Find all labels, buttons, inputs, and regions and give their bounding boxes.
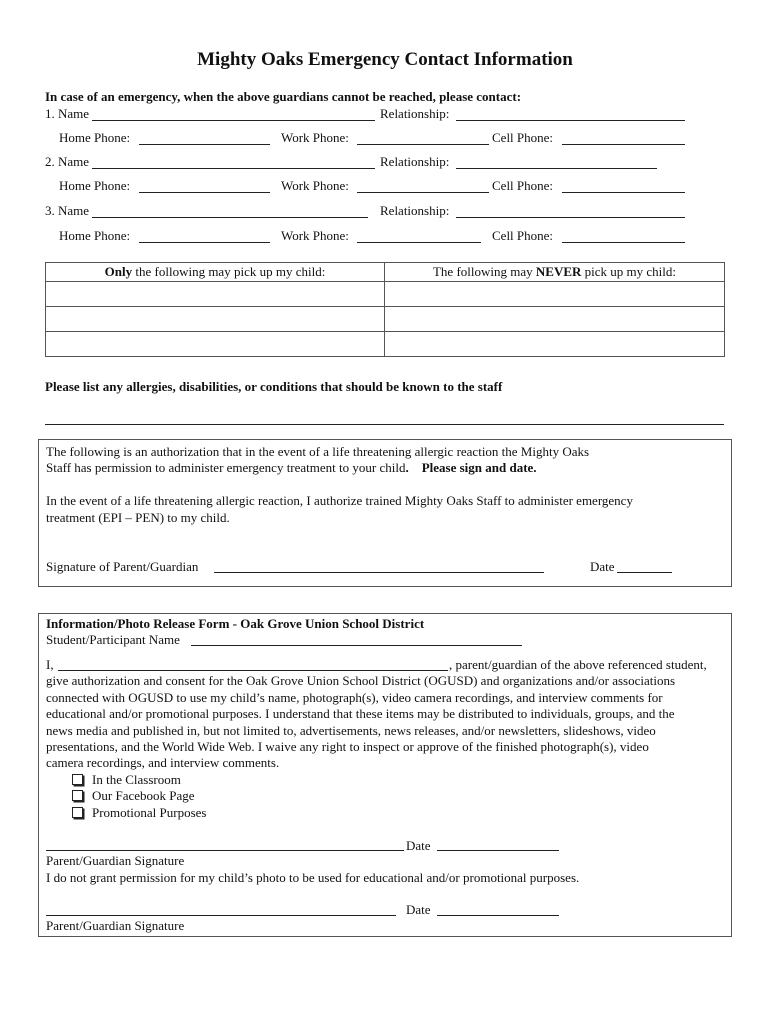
contact-3-cell-label: Cell Phone: xyxy=(492,228,554,243)
deny-date-label: Date xyxy=(406,902,431,917)
contact-1-home-label: Home Phone: xyxy=(59,130,131,145)
pickup-allowed-cell[interactable] xyxy=(46,332,385,357)
contact-2-name-field[interactable] xyxy=(92,168,375,169)
contact-1-cell-field[interactable] xyxy=(562,144,685,145)
pickup-never-cell[interactable] xyxy=(385,307,725,332)
release-date-field[interactable] xyxy=(437,850,559,851)
deny-signature-label: Parent/Guardian Signature xyxy=(46,918,185,933)
instruction-text: In case of an emergency, when the above guardians cannot be reached, please contact: xyxy=(45,89,522,104)
contact-3-name-label: 3. Name xyxy=(45,203,90,218)
contact-1-relationship-label: Relationship: xyxy=(380,106,450,121)
guardian-name-field[interactable] xyxy=(58,670,448,671)
release-text-line: presentations, and the World Wide Web. I waive any right to inspect or approve of the finished photograph(s), video xyxy=(46,739,649,754)
contact-3-cell-field[interactable] xyxy=(562,242,685,243)
pickup-allowed-cell[interactable] xyxy=(46,307,385,332)
option-promotional[interactable]: Promotional Purposes xyxy=(72,805,206,821)
contact-2-name-label: 2. Name xyxy=(45,154,90,169)
contact-3-work-field[interactable] xyxy=(357,242,481,243)
checkbox-icon[interactable] xyxy=(72,790,83,801)
contact-2-relationship-label: Relationship: xyxy=(380,154,450,169)
contact-1-work-label: Work Phone: xyxy=(281,130,349,145)
pickup-never-cell[interactable] xyxy=(385,282,725,307)
epi-text-line-2: Staff has permission to administer emergency treatment to your child. Please sign and date. xyxy=(46,460,537,475)
epi-date-label: Date xyxy=(590,559,615,574)
pickup-table xyxy=(45,262,725,357)
contact-2-home-label: Home Phone: xyxy=(59,178,131,193)
epi-authorize-line-2: treatment (EPI – PEN) to my child. xyxy=(46,510,230,525)
pickup-never-cell[interactable] xyxy=(385,332,725,357)
release-line-1-tail: , parent/guardian of the above referenced student, xyxy=(449,657,707,672)
release-date-label: Date xyxy=(406,838,431,853)
page-title: Mighty Oaks Emergency Contact Information xyxy=(197,49,573,70)
epi-text-line-1: The following is an authorization that in the event of a life threatening allergic reaction the Mighty Oaks xyxy=(46,444,590,459)
contact-3-work-label: Work Phone: xyxy=(281,228,349,243)
pickup-allowed-cell[interactable] xyxy=(46,282,385,307)
contact-2-cell-label: Cell Phone: xyxy=(492,178,554,193)
release-text-line: news media and published in, but not limited to, advertisements, news releases, and/or newsletters, slideshows, video xyxy=(46,723,656,738)
release-text-line: camera recordings, and interview comments. xyxy=(46,755,280,770)
contact-3-home-label: Home Phone: xyxy=(59,228,131,243)
contact-3-relationship-field[interactable] xyxy=(456,217,685,218)
release-signature-field[interactable] xyxy=(46,850,404,851)
contact-2-home-field[interactable] xyxy=(139,192,270,193)
contact-2-cell-field[interactable] xyxy=(562,192,685,193)
contact-2-work-field[interactable] xyxy=(357,192,489,193)
release-text-line: educational and/or promotional purposes. I understand that these items may be distributed to individuals, groups, and the xyxy=(46,706,675,721)
release-deny-text: I do not grant permission for my child’s photo to be used for educational and/or promotional purposes. xyxy=(46,870,580,885)
pickup-never-header: The following may NEVER pick up my child: xyxy=(385,263,725,282)
release-signature-label: Parent/Guardian Signature xyxy=(46,853,185,868)
contact-1-relationship-field[interactable] xyxy=(456,120,685,121)
epi-signature-field[interactable] xyxy=(214,572,544,573)
release-text-line: give authorization and consent for the Oak Grove Union School District (OGUSD) and organizations and/or associations xyxy=(46,673,676,688)
contact-1-name-label: 1. Name xyxy=(45,106,90,121)
epi-date-field[interactable] xyxy=(617,572,672,573)
allergies-field[interactable] xyxy=(45,424,724,425)
student-name-field[interactable] xyxy=(191,645,522,646)
allergies-label: Please list any allergies, disabilities, or conditions that should be known to the staff xyxy=(45,379,503,394)
contact-2-work-label: Work Phone: xyxy=(281,178,349,193)
epi-authorize-line-1: In the event of a life threatening allergic reaction, I authorize trained Mighty Oaks Staff to administer emergency xyxy=(46,493,633,508)
release-text-line: connected with OGUSD to use my child’s name, photograph(s), video camera recordings, and interview comments for xyxy=(46,690,663,705)
option-classroom[interactable]: In the Classroom xyxy=(72,772,181,788)
contact-3-name-field[interactable] xyxy=(92,217,368,218)
student-name-label: Student/Participant Name xyxy=(46,632,180,647)
contact-1-work-field[interactable] xyxy=(357,144,489,145)
deny-date-field[interactable] xyxy=(437,915,559,916)
epi-signature-label: Signature of Parent/Guardian xyxy=(46,559,199,574)
checkbox-icon[interactable] xyxy=(72,807,83,818)
contact-1-name-field[interactable] xyxy=(92,120,375,121)
option-facebook[interactable]: Our Facebook Page xyxy=(72,788,195,804)
contact-3-relationship-label: Relationship: xyxy=(380,203,450,218)
contact-1-cell-label: Cell Phone: xyxy=(492,130,554,145)
contact-2-relationship-field[interactable] xyxy=(456,168,657,169)
release-i-label: I, xyxy=(46,657,54,672)
deny-signature-field[interactable] xyxy=(46,915,396,916)
pickup-allowed-header: Only the following may pick up my child: xyxy=(46,263,385,282)
checkbox-icon[interactable] xyxy=(72,774,83,785)
contact-1-home-field[interactable] xyxy=(139,144,270,145)
contact-3-home-field[interactable] xyxy=(139,242,270,243)
release-heading: Information/Photo Release Form - Oak Grove Union School District xyxy=(46,616,425,631)
